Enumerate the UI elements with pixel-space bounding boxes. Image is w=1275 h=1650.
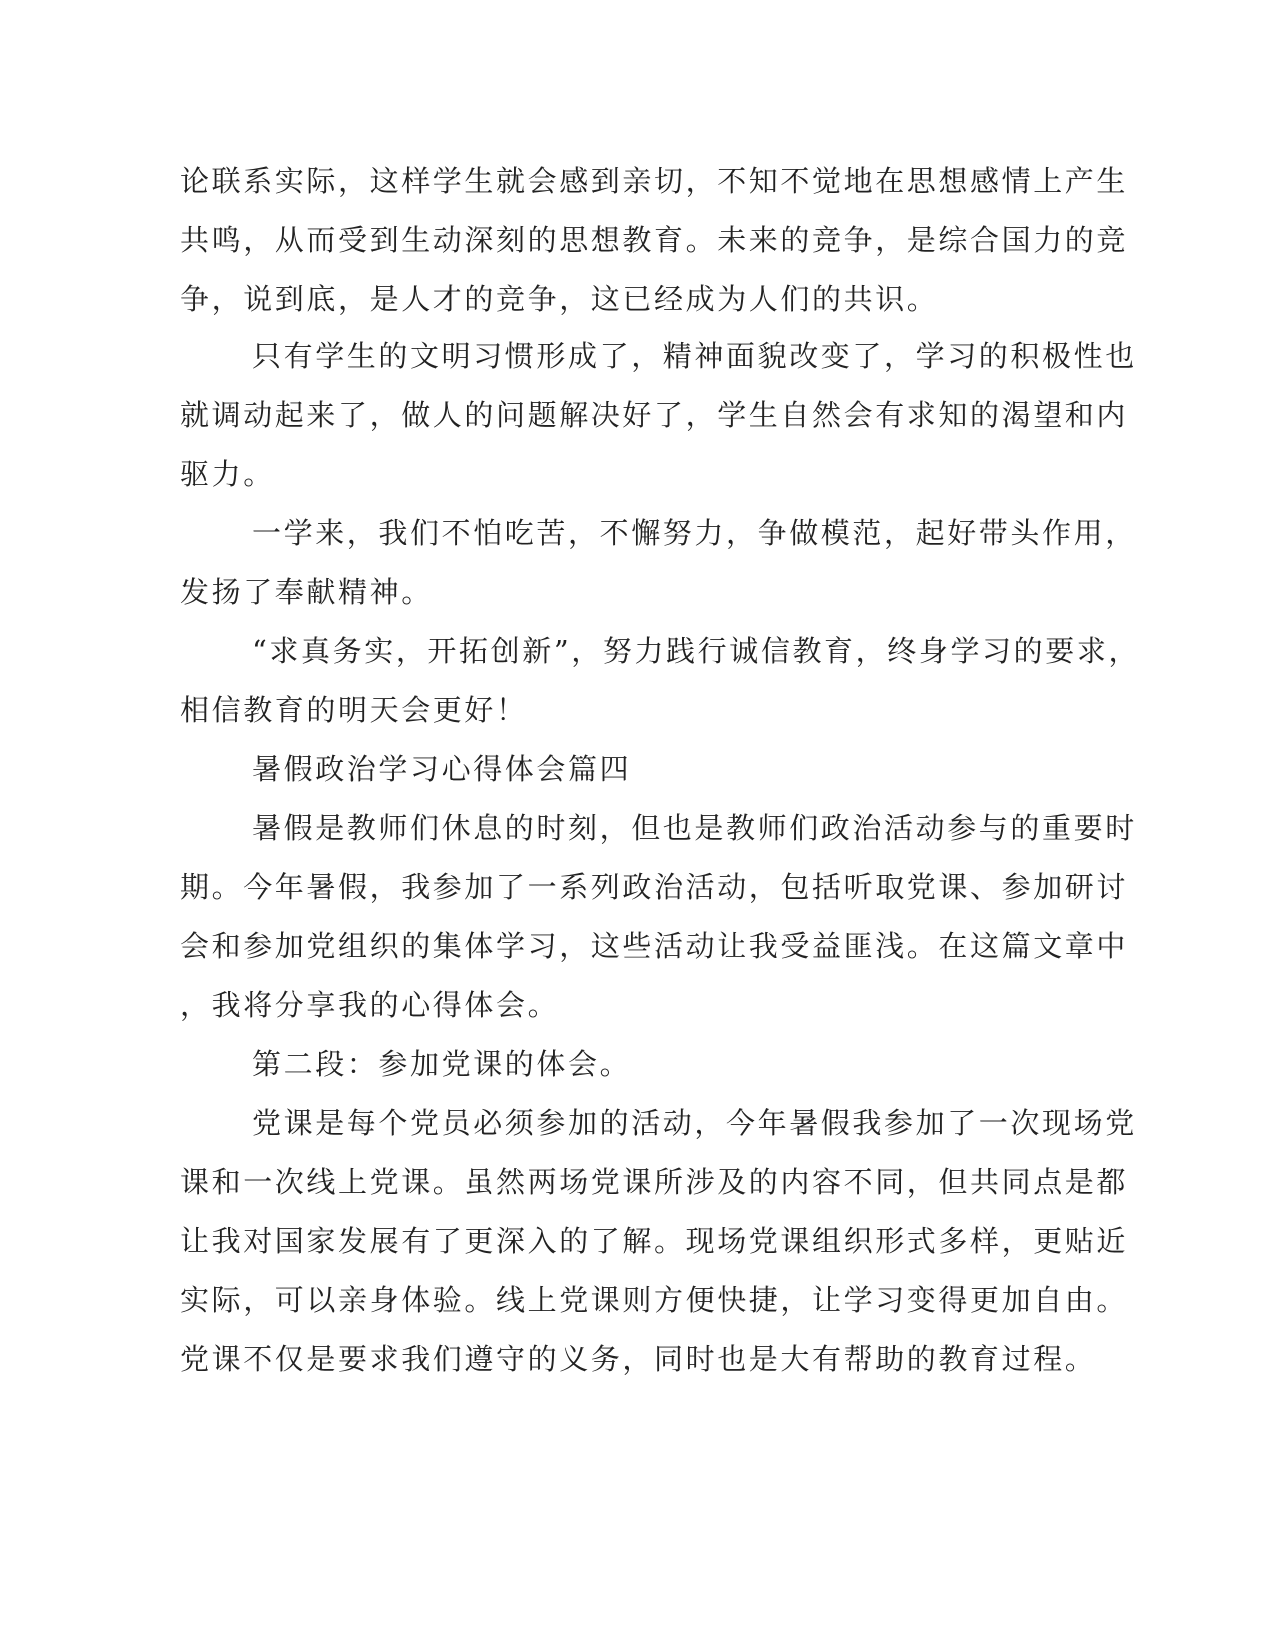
heading-line: 暑假政治学习心得体会篇四 — [252, 752, 632, 786]
section-heading — [180, 740, 1060, 799]
paragraph — [180, 799, 1137, 1035]
text-line: 让我对国家发展有了更深入的了解。现场党课组织形式多样，更贴近 — [180, 1224, 1129, 1258]
subheading-paragraph — [180, 1035, 1060, 1094]
text-line: 党课不仅是要求我们遵守的义务，同时也是大有帮助的教育过程。 — [180, 1342, 1097, 1376]
text-line: 实际，可以亲身体验。线上党课则方便快捷，让学习变得更加自由。 — [180, 1283, 1129, 1317]
text-line: 党课是每个党员必须参加的活动，今年暑假我参加了一次现场党 — [252, 1106, 1137, 1140]
text-line: 课和一次线上党课。虽然两场党课所涉及的内容不同，但共同点是都 — [180, 1165, 1129, 1199]
paragraph-continuation — [180, 152, 1129, 329]
paragraph — [180, 504, 1137, 622]
text-line: 只有学生的文明习惯形成了，精神面貌改变了，学习的积极性也 — [252, 339, 1137, 373]
text-line: 驱力。 — [180, 457, 275, 491]
text-line: 第二段：参加党课的体会。 — [252, 1047, 632, 1081]
text-line: 会和参加党组织的集体学习，这些活动让我受益匪浅。在这篇文章中 — [180, 929, 1129, 963]
text-line: 发扬了奉献精神。 — [180, 575, 433, 609]
text-line: 相信教育的明天会更好！ — [180, 693, 528, 727]
text-line: “求真务实，开拓创新”，努力践行诚信教育，终身学习的要求， — [252, 634, 1141, 668]
text-line: 期。今年暑假，我参加了一系列政治活动，包括听取党课、参加研讨 — [180, 870, 1129, 904]
paragraph — [180, 1094, 1137, 1389]
paragraph — [180, 622, 1141, 740]
paragraph — [180, 327, 1137, 504]
text-line: 论联系实际，这样学生就会感到亲切，不知不觉地在思想感情上产生 — [180, 164, 1129, 198]
text-line: 暑假是教师们休息的时刻，但也是教师们政治活动参与的重要时 — [252, 811, 1137, 845]
text-line: ，我将分享我的心得体会。 — [180, 988, 560, 1022]
text-line: 就调动起来了，做人的问题解决好了，学生自然会有求知的渴望和内 — [180, 398, 1129, 432]
text-line: 一学来，我们不怕吃苦，不懈努力，争做模范，起好带头作用， — [252, 516, 1137, 550]
text-line: 共鸣，从而受到生动深刻的思想教育。未来的竞争，是综合国力的竞 — [180, 223, 1129, 257]
text-line: 争，说到底，是人才的竞争，这已经成为人们的共识。 — [180, 282, 939, 316]
